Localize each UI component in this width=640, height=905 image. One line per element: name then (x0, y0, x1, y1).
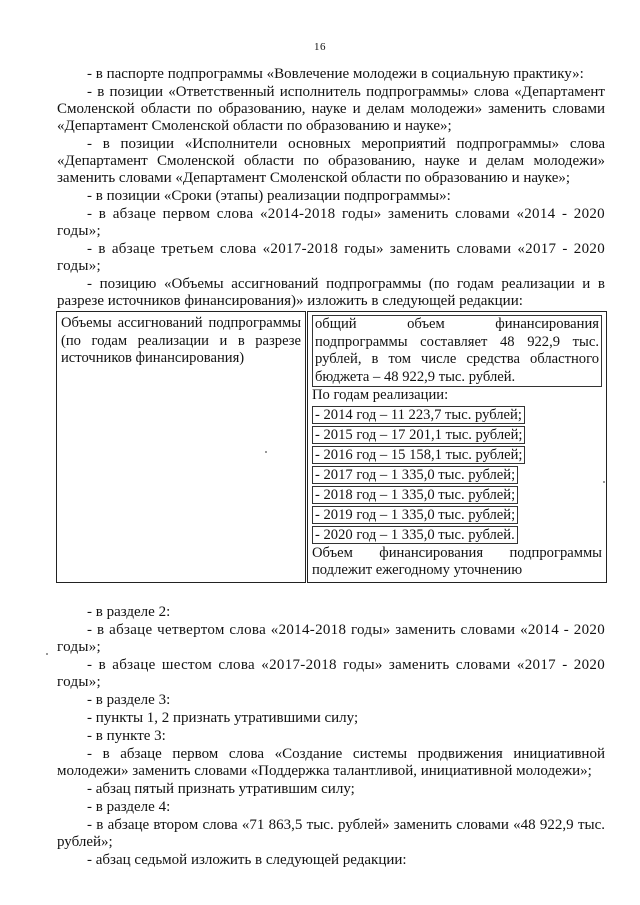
funding-year-2015: - 2015 год – 17 201,1 тыс. рублей; (312, 426, 525, 444)
funding-year-2016: - 2016 год – 15 158,1 тыс. рублей; (312, 446, 525, 464)
paragraph-passport: - в паспорте подпрограммы «Вовлечение молодежи в социальную практику»: (87, 66, 584, 82)
paragraph-section-3: - в разделе 3: (87, 691, 171, 708)
paragraph-section-2: - в разделе 2: (87, 603, 171, 620)
page-number: 16 (314, 41, 326, 53)
paragraph-sixth-abzac: - в абзаце шестом слова «2017-2018 годы» заменить словами «2017 - 2020 годы»; (57, 656, 605, 690)
paragraph-fifth-abzac: - абзац пятый признать утратившим силу; (87, 780, 355, 797)
paragraph-seventh-abzac: - абзац седьмой изложить в следующей редакции: (87, 851, 407, 868)
funding-year-2018: - 2018 год – 1 335,0 тыс. рублей; (312, 486, 518, 504)
paragraph-terms-stages: - в позиции «Сроки (этапы) реализации подпрограммы»: (87, 188, 451, 204)
paragraph-responsible-executor: - в позиции «Ответственный исполнитель подпрограммы» слова «Департамент Смоленской области по образованию, науке и делам молодежи» заменить словами «Департамент Смоленской области по образованию и науке»; (57, 84, 605, 134)
scan-dot-mark (46, 653, 48, 655)
funding-table-label-cell: Объемы ассигнований подпрограммы (по годам реализации и в разрезе источников финансирования) (57, 312, 307, 583)
funding-table (56, 311, 607, 583)
paragraph-second-abzac: - в абзаце втором слова «71 863,5 тыс. рублей» заменить словами «48 922,9 тыс. рублей»; (57, 816, 605, 850)
funding-total-text: общий объем финансирования подпрограммы составляет 48 922,9 тыс. рублей, в том числе средства областного бюджета – 48 922,9 тыс. рублей. (312, 315, 602, 387)
funding-year-2019: - 2019 год – 1 335,0 тыс. рублей; (312, 506, 518, 524)
paragraph-item-3: - в пункте 3: (87, 727, 166, 744)
funding-year-2020: - 2020 год – 1 335,0 тыс. рублей. (312, 526, 518, 544)
scan-dot-mark (603, 481, 605, 483)
paragraph-third-abzac: - в абзаце третьем слова «2017-2018 годы» заменить словами «2017 - 2020 годы»; (57, 241, 605, 274)
document-body (57, 66, 605, 870)
paragraph-fourth-abzac: - в абзаце четвертом слова «2014-2018 годы» заменить словами «2014 - 2020 годы»; (57, 621, 605, 655)
paragraph-first-abzac: - в абзаце первом слова «2014-2018 годы» заменить словами «2014 - 2020 годы»; (57, 206, 605, 239)
paragraph-first-abzac-item-3: - в абзаце первом слова «Создание системы продвижения инициативной молодежи» заменить словами «Поддержка талантливой, инициативной молодежи»; (57, 745, 605, 779)
funding-year-2017: - 2017 год – 1 335,0 тыс. рублей; (312, 466, 518, 484)
funding-note: Объем финансирования подпрограммы подлежит ежегодному уточнению (312, 544, 602, 578)
funding-year-list (312, 405, 602, 545)
scan-dot-mark (265, 451, 267, 453)
paragraph-items-1-2: - пункты 1, 2 признать утратившими силу; (87, 709, 359, 726)
spacer (57, 583, 605, 604)
paragraph-main-executors: - в позиции «Исполнители основных мероприятий подпрограммы» слова «Департамент Смоленской области по образованию, науке и делам молодежи» заменить словами «Департамент Смоленской области по образованию и науке»; (57, 136, 605, 186)
paragraph-funding-position: - позицию «Объемы ассигнований подпрограммы (по годам реализации и в разрезе источников финансирования)» изложить в следующей редакции: (57, 276, 605, 309)
paragraph-section-4: - в разделе 4: (87, 798, 171, 815)
funding-year-2014: - 2014 год – 11 223,7 тыс. рублей; (312, 406, 525, 424)
funding-by-years-label: По годам реализации: (312, 387, 449, 403)
funding-table-row (57, 312, 607, 583)
funding-table-value-cell (307, 312, 607, 583)
